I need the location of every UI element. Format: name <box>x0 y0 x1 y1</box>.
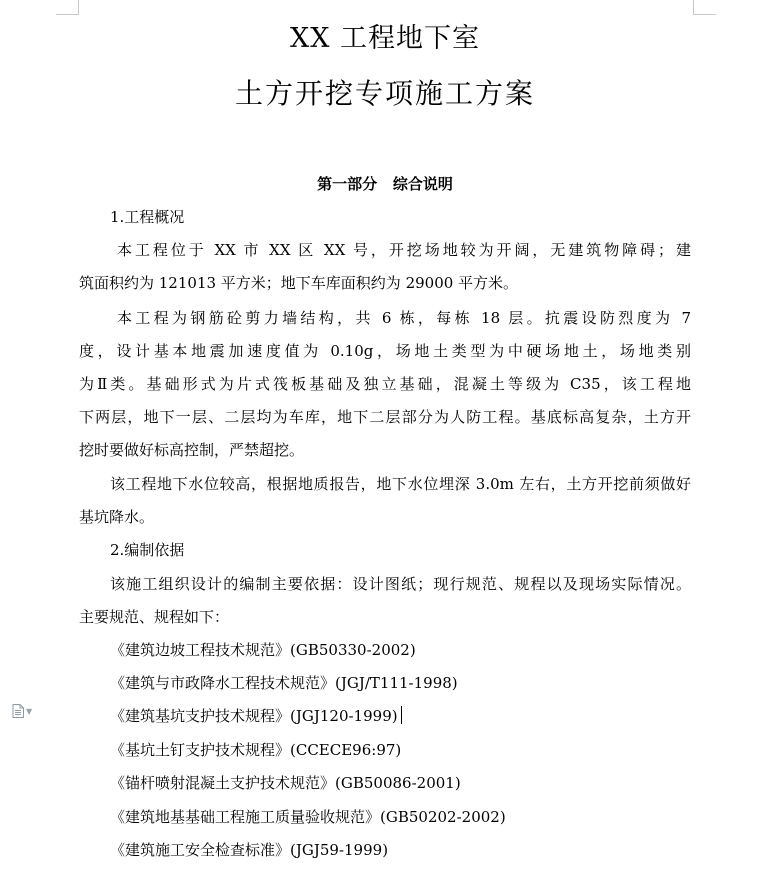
chevron-down-icon: ▼ <box>26 706 33 716</box>
document-icon <box>12 704 24 718</box>
standard-item-text: 《建筑基坑支护技术规程》(JGJ120-1999) <box>110 707 398 725</box>
standard-item: 《建筑施工安全检查标准》(JGJ59-1999) <box>110 841 389 859</box>
crop-mark-top-right <box>693 0 716 15</box>
text-cursor <box>401 706 402 724</box>
paragraph-line: 度，设计基本地震加速度值为 0.10g，场地土类型为中硬场地土，场地类别 <box>79 342 691 360</box>
paragraph-line: 主要规范、规程如下： <box>79 608 230 626</box>
document-title-line2: 土方开挖专项施工方案 <box>234 77 535 110</box>
standard-item: 《建筑地基基础工程施工质量验收规范》(GB50202-2002) <box>110 808 506 826</box>
paragraph-line: 筑面积约为 121013 平方米；地下车库面积约为 29000 平方米。 <box>79 274 519 292</box>
paragraph-line: 本工程位于 XX 市 XX 区 XX 号，开挖场地较为开阔，无建筑物障碍；建 <box>117 241 691 259</box>
standard-item <box>110 706 402 726</box>
paragraph-line: 基坑降水。 <box>79 508 155 526</box>
standard-item: 《建筑与市政降水工程技术规范》(JGJ/T111-1998) <box>110 674 458 692</box>
subsection-heading: 2.编制依据 <box>110 541 185 559</box>
subsection-heading: 1.工程概况 <box>110 208 185 226</box>
standard-item: 《锚杆喷射混凝土支护技术规范》(GB50086-2001) <box>110 774 461 792</box>
standard-item: 《建筑边坡工程技术规范》(GB50330-2002) <box>110 641 416 659</box>
paragraph-line: 本工程为钢筋砼剪力墙结构，共 6 栋，每栋 18 层。抗震设防烈度为 7 <box>117 309 691 327</box>
paragraph-line: 下两层，地下一层、二层均为车库，地下二层部分为人防工程。基底标高复杂，土方开 <box>79 408 691 426</box>
crop-mark-top-left <box>56 0 79 15</box>
paragraph-line: 该施工组织设计的编制主要依据：设计图纸；现行规范、规程以及现场实际情况。 <box>110 575 691 593</box>
standard-item: 《基坑土钉支护技术规程》(CCECE96:97) <box>110 741 402 759</box>
paragraph-line: 该工程地下水位较高，根据地质报告，地下水位埋深 3.0m 左右，土方开挖前须做好 <box>110 475 691 493</box>
paragraph-line: 为Ⅱ类。基础形式为片式筏板基础及独立基础，混凝土等级为 C35，该工程地 <box>79 375 691 393</box>
document-title-line1: XX 工程地下室 <box>289 23 481 54</box>
section-heading: 第一部分 综合说明 <box>317 175 453 193</box>
document-options-button[interactable] <box>12 704 32 718</box>
paragraph-line: 挖时要做好标高控制，严禁超挖。 <box>79 441 305 459</box>
